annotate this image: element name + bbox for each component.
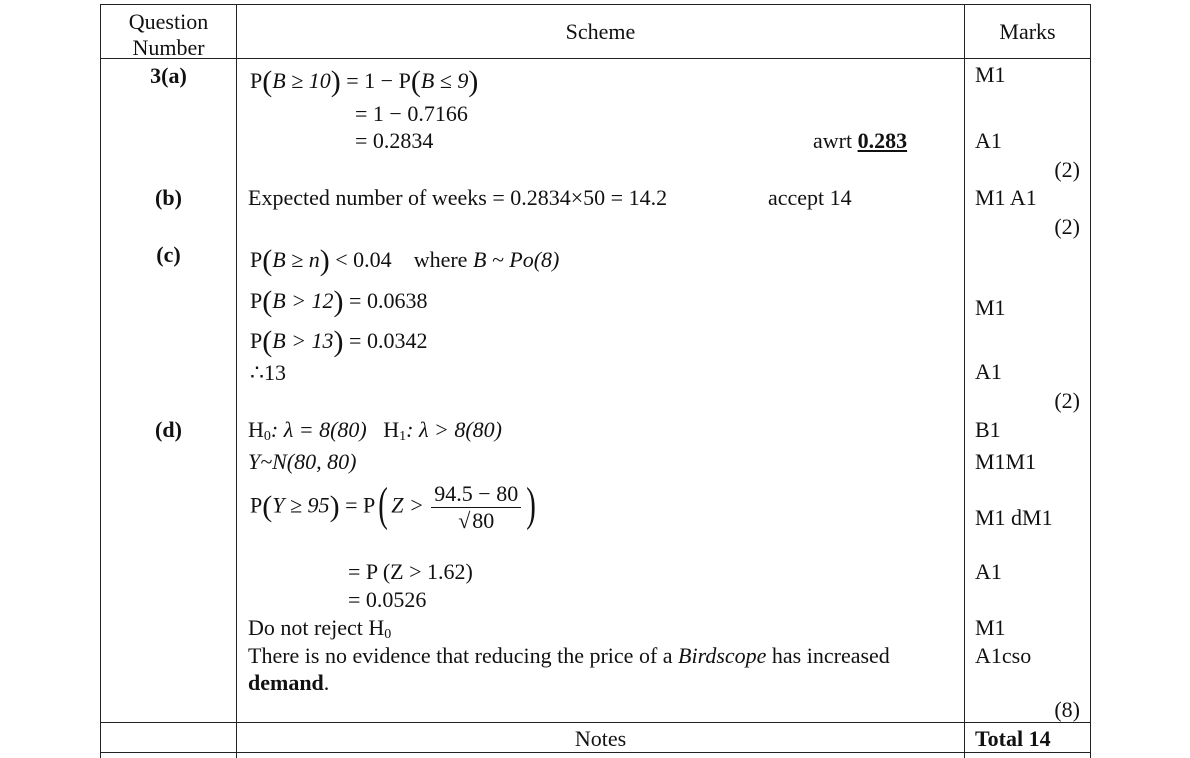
part-d-label: (d) <box>155 417 182 442</box>
footer-divider <box>100 722 1091 723</box>
part-a-mark-m1: M1 <box>975 62 1006 87</box>
part-a-line2: = 1 − 0.7166 <box>355 101 468 126</box>
part-d-mark-m1m1: M1M1 <box>975 449 1037 474</box>
part-d-hypotheses: $H_0$: λ = 8(80) $H_1$: λ > 8(80) <box>248 417 502 444</box>
header-divider <box>100 58 1091 59</box>
part-c-total: (2) <box>1054 388 1080 413</box>
table-border-right <box>1090 4 1091 758</box>
part-a-line3: = 0.2834 <box>355 128 434 153</box>
header-scheme: Scheme <box>565 19 636 44</box>
part-a-mark-a1: A1 <box>975 128 1002 153</box>
part-d-mark-b1: B1 <box>975 417 1001 442</box>
part-d-total: (8) <box>1054 697 1080 722</box>
part-a-label: 3(a) <box>150 63 187 88</box>
part-b-total: (2) <box>1054 214 1080 239</box>
part-b-accept: accept 14 <box>768 185 852 210</box>
part-d-step2: = P (Z > 1.62) <box>348 559 473 584</box>
footer-notes: Notes <box>574 726 627 751</box>
part-c-line1: P(B ≥ n) < 0.04 where B ~ Po(8) <box>250 244 560 277</box>
part-d-mark-dm1: M1 dM1 <box>975 505 1053 530</box>
part-d-conclusion-1: Do not reject $H_0$ <box>248 615 392 642</box>
part-d-mark-a1cso: A1cso <box>975 643 1032 668</box>
part-a-awrt: awrt 0.283 <box>813 128 908 153</box>
part-d-mark-a1: A1 <box>975 559 1002 584</box>
part-b-label: (b) <box>155 185 182 210</box>
part-a-total: (2) <box>1054 157 1080 182</box>
table-border-top <box>100 4 1091 5</box>
part-d-mark-m1: M1 <box>975 615 1006 640</box>
header-marks: Marks <box>999 19 1056 44</box>
part-c-line2: P(B > 12) = 0.0638 <box>250 285 428 318</box>
part-c-mark-m1: M1 <box>975 295 1006 320</box>
header-question-number: Question Number <box>128 9 209 60</box>
part-c-line4: ∴13 <box>250 360 286 385</box>
table-border-left <box>100 4 101 758</box>
part-d-distribution: Y~N(80, 80) <box>248 449 357 474</box>
column-divider-1 <box>236 4 237 758</box>
part-c-line3: P(B > 13) = 0.0342 <box>250 325 428 358</box>
part-c-mark-a1: A1 <box>975 359 1002 384</box>
part-d-step3: = 0.0526 <box>348 587 427 612</box>
part-b-mark: M1 A1 <box>975 185 1037 210</box>
part-d-conclusion-3: demand. <box>248 670 330 695</box>
part-d-conclusion-2: There is no evidence that reducing the price of a Birdscope has increased <box>248 643 890 668</box>
part-c-label: (c) <box>156 242 181 267</box>
part-b-text: Expected number of weeks = 0.2834×50 = 14.2 <box>248 185 668 210</box>
table-border-bottom <box>100 752 1091 753</box>
footer-total: Total 14 <box>975 726 1051 751</box>
part-d-probability: P(Y ≥ 95) = P( Z > $\frac{94.5 - 80}{√80}$ ) <box>250 477 537 533</box>
z-fraction: $\frac{94.5 - 80}{√80}$ <box>431 483 521 532</box>
column-divider-2 <box>964 4 965 758</box>
part-a-line1: P(B ≥ 10) = 1 − P(B ≤ 9) <box>250 65 479 98</box>
